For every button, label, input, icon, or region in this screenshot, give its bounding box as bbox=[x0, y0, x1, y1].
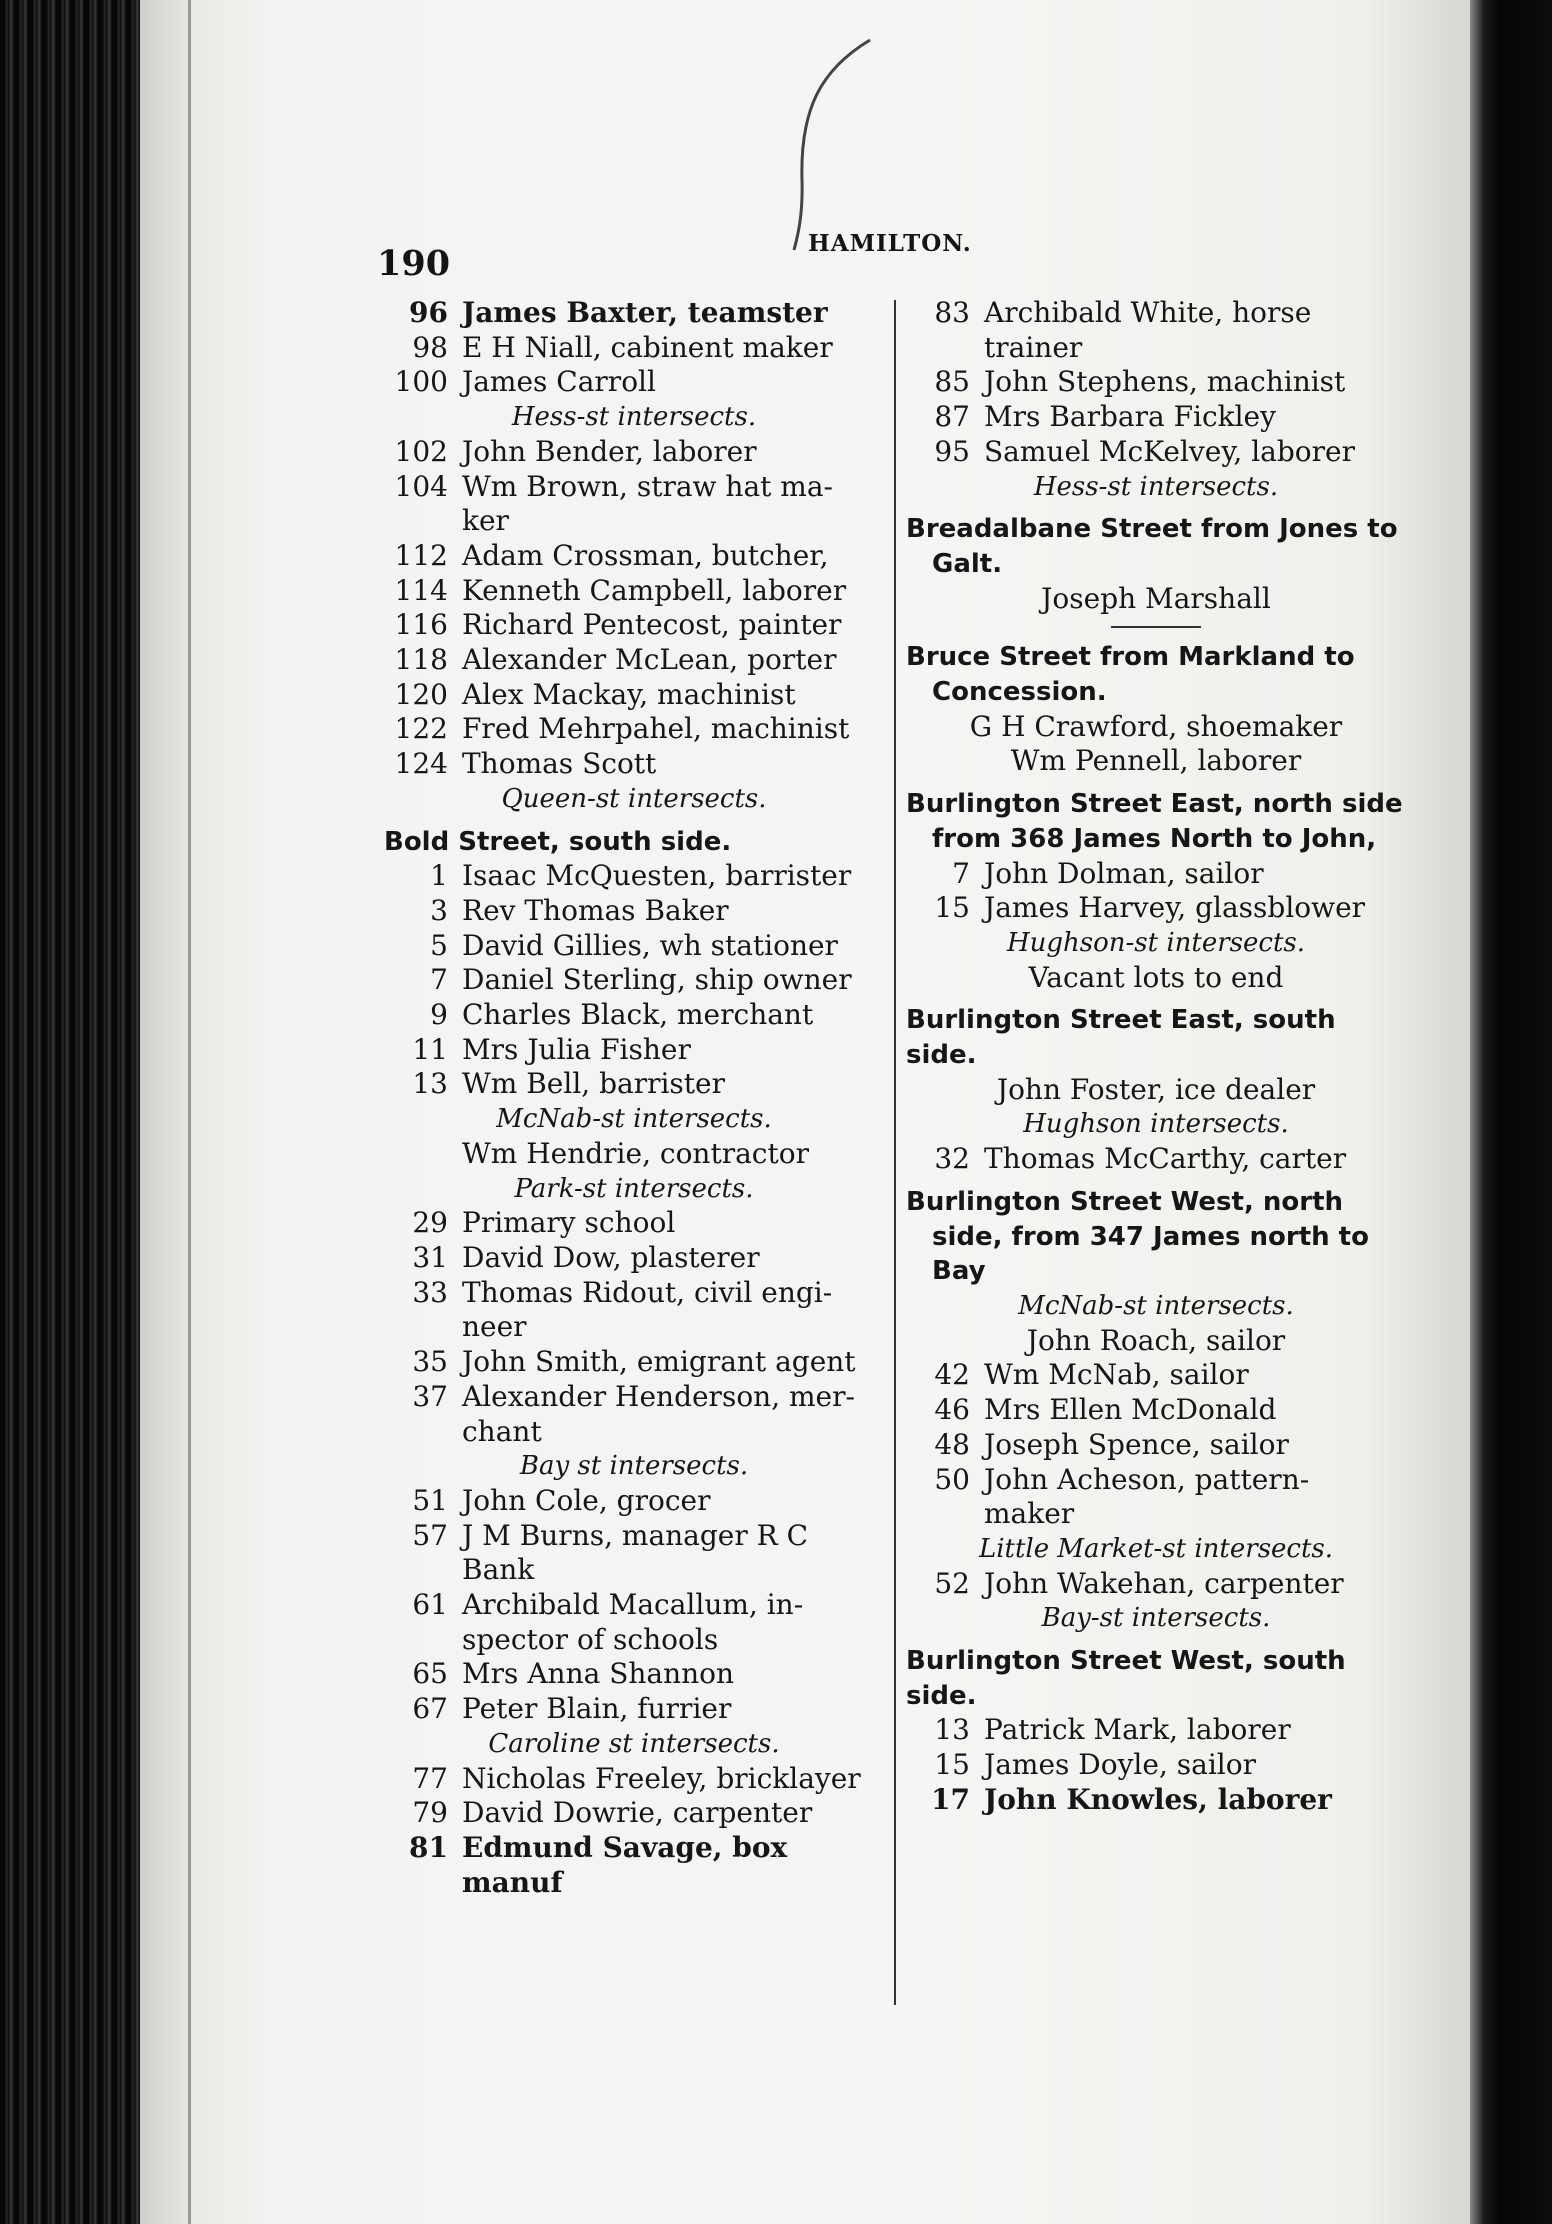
directory-entry bbox=[384, 1380, 884, 1415]
resident-name: Daniel Sterling, ship owner bbox=[462, 963, 852, 997]
house-number: 118 bbox=[394, 643, 448, 677]
house-number: 15 bbox=[934, 891, 970, 925]
house-number: 77 bbox=[412, 1761, 448, 1795]
directory-entry bbox=[906, 857, 1406, 892]
resident-name: Fred Mehrpahel, machinist bbox=[462, 712, 850, 746]
resident-name: Kenneth Campbell, laborer bbox=[462, 573, 847, 607]
resident-name: Adam Crossman, butcher, bbox=[462, 538, 829, 572]
directory-entry bbox=[384, 998, 884, 1033]
house-number: 79 bbox=[412, 1796, 448, 1830]
directory-entry bbox=[384, 963, 884, 998]
resident-name: James Baxter, teamster bbox=[462, 296, 828, 329]
resident-name: John Smith, emigrant agent bbox=[462, 1345, 856, 1379]
street-heading: Burlington Street West, south side. bbox=[906, 1646, 1346, 1711]
resident-name: Alex Mackay, machinist bbox=[462, 677, 796, 711]
resident-name: Joseph Spence, sailor bbox=[984, 1427, 1289, 1461]
house-number: 29 bbox=[412, 1206, 448, 1240]
house-number: 52 bbox=[934, 1566, 970, 1600]
intersection-note: McNab-st intersects. bbox=[1018, 1290, 1294, 1321]
directory-entry-unnumbered: Wm Hendrie, contractor bbox=[462, 1136, 809, 1170]
intersection-note: Hughson intersects. bbox=[1023, 1109, 1289, 1140]
street-heading-continuation: Galt. bbox=[932, 548, 1003, 579]
directory-entry bbox=[384, 1519, 884, 1554]
page-number: 190 bbox=[377, 243, 451, 284]
house-number: 7 bbox=[952, 856, 970, 890]
resident-name: Mrs Anna Shannon bbox=[462, 1657, 735, 1691]
directory-entry bbox=[384, 1831, 884, 1900]
street-heading: Breadalbane Street from Jones to bbox=[906, 514, 1398, 545]
resident-name: Thomas Scott bbox=[462, 747, 657, 781]
resident-name: James Harvey, glassblower bbox=[984, 891, 1366, 925]
directory-entry bbox=[384, 1692, 884, 1727]
directory-entry bbox=[384, 608, 884, 643]
street-heading: Bruce Street from Markland to bbox=[906, 642, 1355, 673]
book-edge-left bbox=[0, 0, 150, 2224]
intersection-note: Hess-st intersects. bbox=[511, 402, 757, 433]
street-heading-continuation: from 368 James North to John, bbox=[932, 823, 1377, 854]
resident-name: John Bender, laborer bbox=[462, 434, 757, 468]
house-number: 46 bbox=[934, 1393, 970, 1427]
entry-continuation: chant bbox=[462, 1414, 542, 1448]
resident-name: John Wakehan, carpenter bbox=[984, 1566, 1344, 1600]
directory-entry bbox=[384, 1067, 884, 1102]
directory-entry bbox=[384, 747, 884, 782]
house-number: 67 bbox=[412, 1692, 448, 1726]
directory-entry bbox=[384, 1484, 884, 1519]
directory-entry bbox=[384, 1345, 884, 1380]
intersection-note: Hess-st intersects. bbox=[1033, 471, 1279, 502]
resident-name: Mrs Barbara Fickley bbox=[984, 400, 1276, 434]
pencil-mark bbox=[760, 30, 900, 260]
resident-name: Alexander McLean, porter bbox=[462, 643, 837, 677]
house-number: 95 bbox=[934, 434, 970, 468]
street-heading-continuation: Bay bbox=[932, 1256, 986, 1287]
resident-name: David Dowrie, carpenter bbox=[462, 1796, 813, 1830]
street-heading: Bold Street, south side. bbox=[384, 826, 732, 857]
resident-name: Charles Black, merchant bbox=[462, 998, 814, 1032]
house-number: 50 bbox=[934, 1462, 970, 1496]
house-number: 57 bbox=[412, 1518, 448, 1552]
resident-name: Peter Blain, furrier bbox=[462, 1692, 732, 1726]
house-number: 31 bbox=[412, 1240, 448, 1274]
directory-entry bbox=[384, 894, 884, 929]
house-number: 15 bbox=[934, 1748, 970, 1782]
resident-name: E H Niall, cabinent maker bbox=[462, 330, 833, 364]
directory-entry bbox=[906, 1713, 1406, 1748]
running-head: HAMILTON. bbox=[808, 230, 972, 257]
directory-entry bbox=[384, 435, 884, 470]
house-number: 51 bbox=[412, 1483, 448, 1517]
resident-name: Richard Pentecost, painter bbox=[462, 608, 842, 642]
intersection-note: Bay-st intersects. bbox=[1041, 1603, 1271, 1634]
house-number: 81 bbox=[409, 1830, 448, 1864]
resident-name: Rev Thomas Baker bbox=[462, 893, 729, 927]
directory-entry bbox=[906, 365, 1406, 400]
resident-name: John Dolman, sailor bbox=[984, 856, 1264, 890]
directory-entry bbox=[384, 643, 884, 678]
directory-entry bbox=[384, 678, 884, 713]
house-number: 100 bbox=[394, 365, 448, 399]
entry-continuation: ker bbox=[462, 504, 509, 538]
directory-entry-unnumbered: John Roach, sailor bbox=[1026, 1323, 1286, 1357]
entry-continuation: maker bbox=[984, 1497, 1075, 1531]
house-number: 37 bbox=[412, 1379, 448, 1413]
directory-entry bbox=[384, 929, 884, 964]
resident-name: Archibald Macallum, in- bbox=[462, 1588, 804, 1622]
street-heading: Burlington Street East, south side. bbox=[906, 1005, 1336, 1071]
house-number: 120 bbox=[394, 677, 448, 711]
column-divider bbox=[894, 300, 896, 2005]
house-number: 48 bbox=[934, 1427, 970, 1461]
directory-entry bbox=[384, 331, 884, 366]
resident-name: David Gillies, wh stationer bbox=[462, 928, 838, 962]
resident-name: Primary school bbox=[462, 1206, 676, 1240]
house-number: 61 bbox=[412, 1588, 448, 1622]
right-column bbox=[906, 296, 1406, 1818]
resident-name: Thomas McCarthy, carter bbox=[984, 1142, 1347, 1176]
directory-entry bbox=[384, 539, 884, 574]
directory-entry bbox=[384, 1588, 884, 1623]
resident-name: Nicholas Freeley, bricklayer bbox=[462, 1761, 861, 1795]
house-number: 1 bbox=[430, 859, 448, 893]
directory-entry-unnumbered: Joseph Marshall bbox=[1041, 581, 1271, 615]
entry-continuation: trainer bbox=[984, 330, 1083, 364]
directory-entry bbox=[906, 435, 1406, 470]
house-number: 85 bbox=[934, 365, 970, 399]
resident-name: James Doyle, sailor bbox=[984, 1748, 1256, 1782]
directory-entry bbox=[384, 1796, 884, 1831]
house-number: 33 bbox=[412, 1275, 448, 1309]
directory-entry bbox=[906, 1463, 1406, 1498]
house-number: 5 bbox=[430, 928, 448, 962]
house-number: 11 bbox=[412, 1032, 448, 1066]
house-number: 124 bbox=[394, 747, 448, 781]
directory-entry bbox=[384, 574, 884, 609]
house-number: 104 bbox=[394, 469, 448, 503]
resident-name: James Carroll bbox=[462, 365, 656, 399]
directory-entry-unnumbered: Wm Pennell, laborer bbox=[1010, 744, 1302, 778]
resident-name: Mrs Ellen McDonald bbox=[984, 1393, 1277, 1427]
directory-entry-unnumbered: G H Crawford, shoemaker bbox=[969, 709, 1343, 743]
directory-entry bbox=[906, 1428, 1406, 1463]
resident-name: John Acheson, pattern- bbox=[984, 1462, 1310, 1496]
house-number: 13 bbox=[934, 1713, 970, 1747]
resident-name: Patrick Mark, laborer bbox=[984, 1713, 1291, 1747]
resident-name: Mrs Julia Fisher bbox=[462, 1032, 691, 1066]
house-number: 122 bbox=[394, 712, 448, 746]
house-number: 112 bbox=[394, 538, 448, 572]
resident-name: Archibald White, horse bbox=[984, 296, 1312, 329]
directory-entry bbox=[384, 859, 884, 894]
directory-entry bbox=[906, 296, 1406, 331]
street-heading: Burlington Street West, north bbox=[906, 1186, 1344, 1217]
directory-entry-unnumbered: John Foster, ice dealer bbox=[996, 1072, 1316, 1106]
directory-entry bbox=[384, 470, 884, 505]
house-number: 32 bbox=[934, 1142, 970, 1176]
house-number: 13 bbox=[412, 1067, 448, 1101]
entry-continuation: Bank bbox=[462, 1553, 535, 1587]
gutter-fold bbox=[188, 0, 191, 2224]
resident-name: J M Burns, manager R C bbox=[462, 1518, 809, 1552]
resident-name: David Dow, plasterer bbox=[462, 1240, 760, 1274]
directory-entry bbox=[906, 1393, 1406, 1428]
house-number: 9 bbox=[430, 998, 448, 1032]
directory-entry bbox=[906, 891, 1406, 926]
entry-continuation: spector of schools bbox=[462, 1622, 719, 1656]
left-column bbox=[384, 296, 884, 1900]
street-heading-continuation: side, from 347 James north to bbox=[932, 1221, 1369, 1252]
directory-entry bbox=[906, 1567, 1406, 1602]
resident-name: Edmund Savage, box manuf bbox=[462, 1830, 788, 1899]
directory-entry bbox=[384, 1657, 884, 1692]
directory-entry bbox=[906, 1358, 1406, 1393]
resident-name: John Knowles, laborer bbox=[984, 1782, 1332, 1816]
directory-entry-unnumbered: Vacant lots to end bbox=[1028, 960, 1284, 994]
directory-entry bbox=[906, 1783, 1406, 1818]
entry-continuation: neer bbox=[462, 1310, 527, 1344]
house-number: 83 bbox=[934, 296, 970, 329]
directory-entry bbox=[906, 1142, 1406, 1177]
section-rule bbox=[1111, 626, 1201, 628]
house-number: 98 bbox=[412, 330, 448, 364]
book-edge-right bbox=[1470, 0, 1552, 2224]
house-number: 42 bbox=[934, 1358, 970, 1392]
resident-name: Wm McNab, sailor bbox=[984, 1358, 1249, 1392]
resident-name: Thomas Ridout, civil engi- bbox=[462, 1275, 833, 1309]
street-heading-continuation: Concession. bbox=[932, 677, 1107, 708]
intersection-note: Park-st intersects. bbox=[514, 1173, 754, 1204]
intersection-note: Bay st intersects. bbox=[519, 1451, 749, 1482]
intersection-note: McNab-st intersects. bbox=[496, 1104, 772, 1135]
house-number: 96 bbox=[409, 296, 448, 329]
resident-name: Samuel McKelvey, laborer bbox=[984, 434, 1355, 468]
intersection-note: Little Market-st intersects. bbox=[978, 1533, 1334, 1564]
house-number: 114 bbox=[394, 573, 448, 607]
resident-name: John Stephens, machinist bbox=[984, 365, 1346, 399]
directory-entry bbox=[906, 1748, 1406, 1783]
house-number: 3 bbox=[430, 893, 448, 927]
intersection-note: Caroline st intersects. bbox=[488, 1728, 780, 1759]
intersection-note: Hughson-st intersects. bbox=[1006, 927, 1306, 958]
directory-entry bbox=[384, 365, 884, 400]
directory-entry bbox=[384, 296, 884, 331]
house-number: 102 bbox=[394, 434, 448, 468]
resident-name: Wm Bell, barrister bbox=[462, 1067, 726, 1101]
house-number: 7 bbox=[430, 963, 448, 997]
intersection-note: Queen-st intersects. bbox=[501, 783, 767, 814]
directory-entry bbox=[384, 1241, 884, 1276]
directory-entry bbox=[384, 1033, 884, 1068]
directory-entry bbox=[384, 1206, 884, 1241]
resident-name: Alexander Henderson, mer- bbox=[462, 1379, 855, 1413]
house-number: 35 bbox=[412, 1345, 448, 1379]
directory-entry bbox=[906, 400, 1406, 435]
directory-entry bbox=[384, 1276, 884, 1311]
house-number: 65 bbox=[412, 1657, 448, 1691]
directory-entry bbox=[384, 1762, 884, 1797]
directory-entry bbox=[384, 712, 884, 747]
house-number: 87 bbox=[934, 400, 970, 434]
house-number: 17 bbox=[931, 1782, 970, 1816]
resident-name: Isaac McQuesten, barrister bbox=[462, 859, 852, 893]
resident-name: Wm Brown, straw hat ma- bbox=[462, 469, 833, 503]
house-number: 116 bbox=[394, 608, 448, 642]
resident-name: John Cole, grocer bbox=[462, 1483, 711, 1517]
street-heading: Burlington Street East, north side bbox=[906, 789, 1403, 820]
